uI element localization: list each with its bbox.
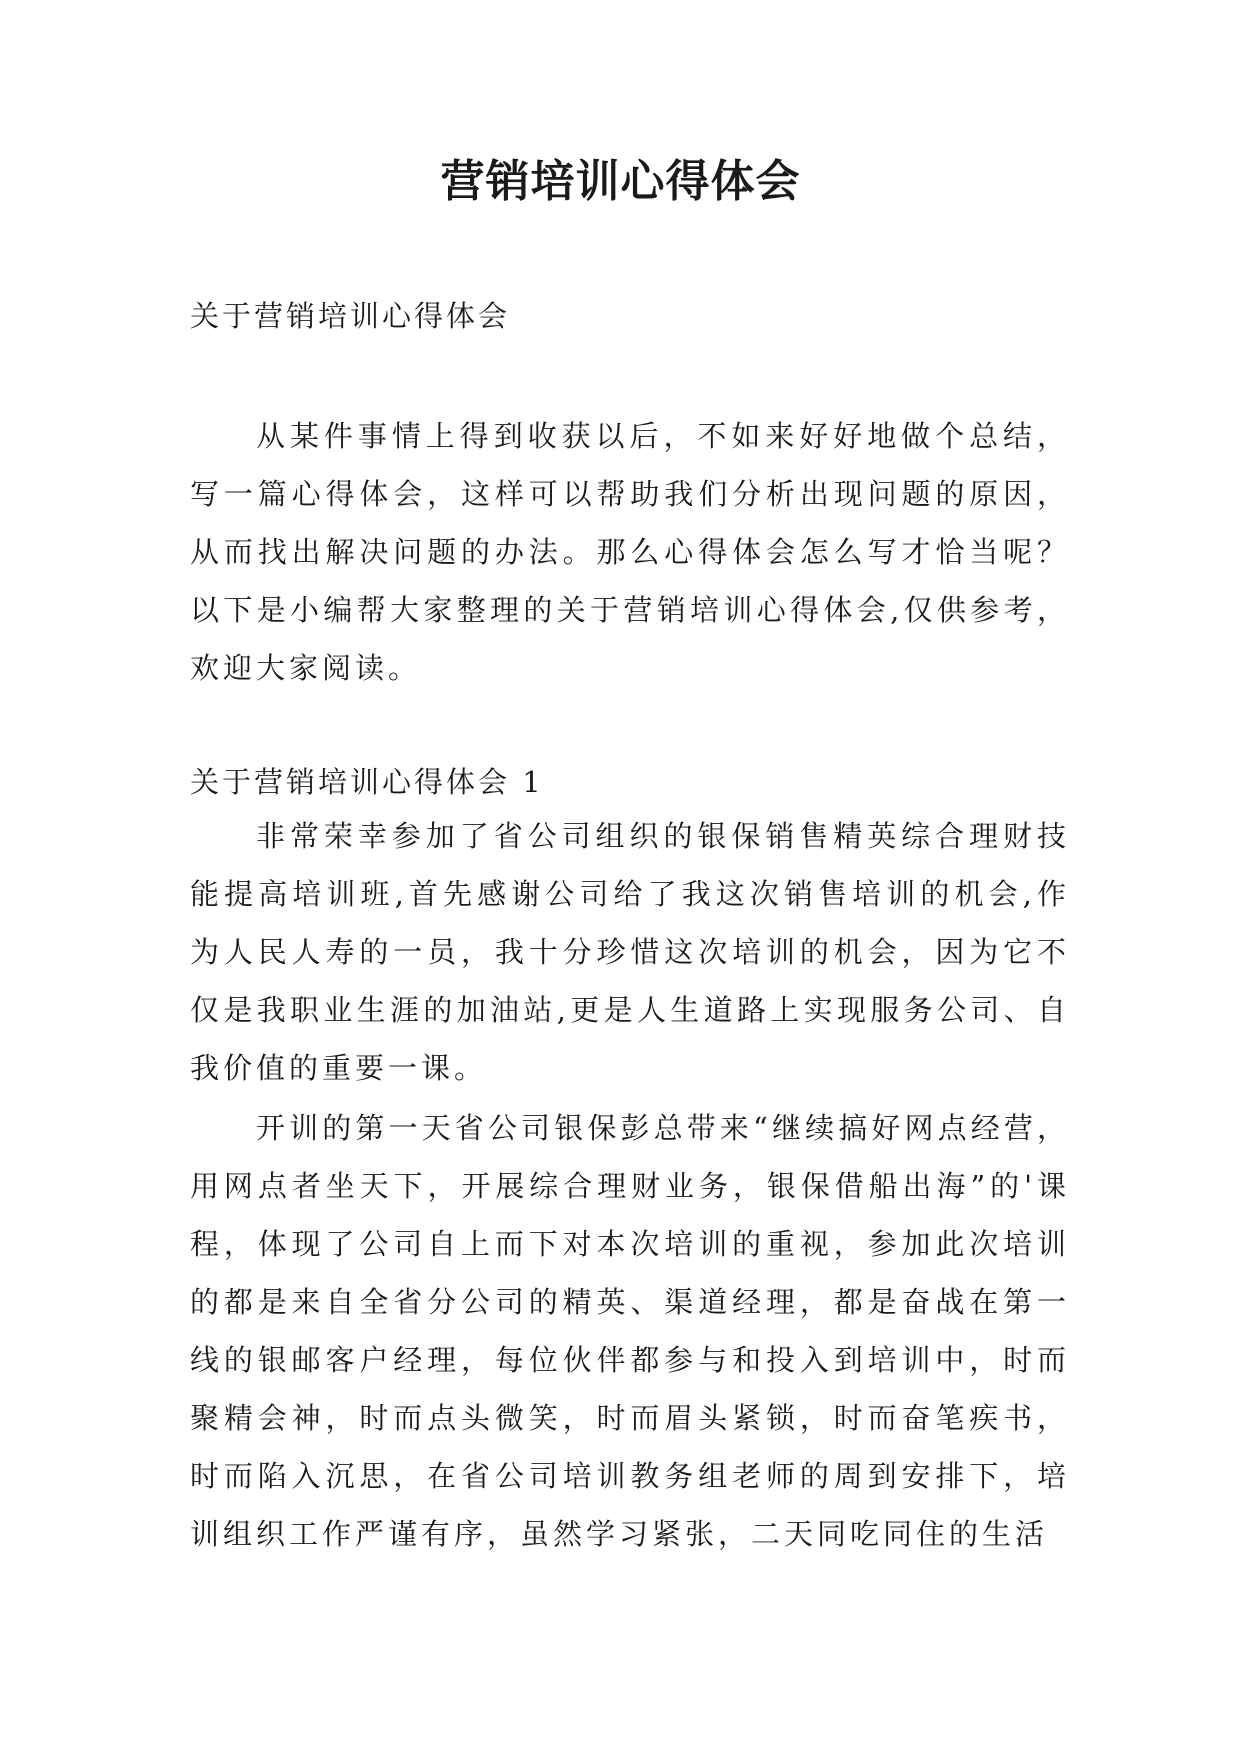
- body-paragraph-1: 非常荣幸参加了省公司组织的银保销售精英综合理财技能提高培训班,首先感谢公司给了我这次销售培训的机会,作为人民人寿的一员，我十分珍惜这次培训的机会，因为它不仅是我职业生涯的加油站,更是人生道路上实现服务公司、自我价值的重要一课。: [190, 819, 1070, 1085]
- section-heading: 关于营销培训心得体会 1: [190, 765, 544, 799]
- body-paragraph-2: 开训的第一天省公司银保彭总带来“继续搞好网点经营，用网点者坐天下，开展综合理财业务，银保借船出海”的'课程，体现了公司自上而下对本次培训的重视，参加此次培训的都是来自全省分公司的精英、渠道经理，都是奋战在第一线的银邮客户经理，每位伙伴都参与和投入到培训中，时而聚精会神，时而点头微笑，时而眉头紧锁，时而奋笔疾书，时而陷入沉思，在省公司培训教务组老师的周到安排下，培训组织工作严谨有序，虽然学习紧张，二天同吃同住的生活: [190, 1111, 1070, 1551]
- intro-paragraph: 从某件事情上得到收获以后，不如来好好地做个总结，写一篇心得体会，这样可以帮助我们分析出现问题的原因，从而找出解决问题的办法。那么心得体会怎么写才恰当呢？以下是小编帮大家整理的关于营销培训心得体会,仅供参考，欢迎大家阅读。: [190, 419, 1070, 685]
- document-title: 营销培训心得体会: [440, 156, 801, 207]
- document-subtitle: 关于营销培训心得体会: [190, 299, 511, 333]
